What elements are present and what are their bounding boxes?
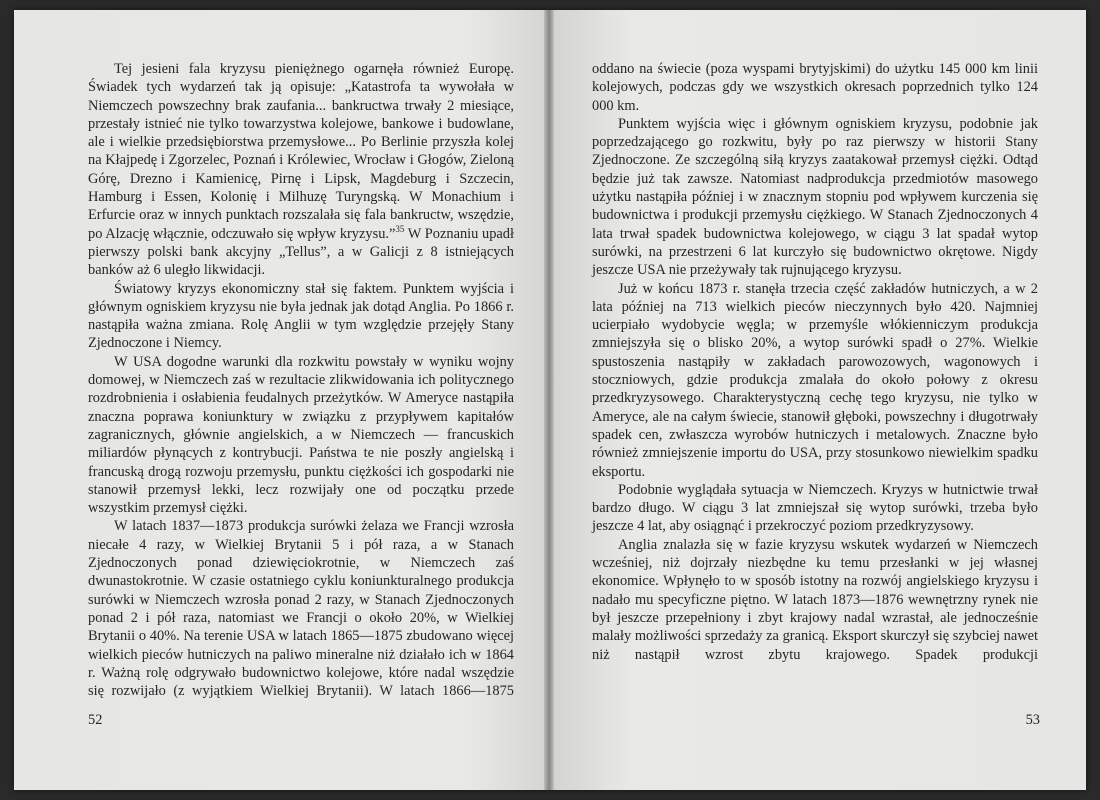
paragraph: W latach 1837—1873 produkcja surówki żelaza we Francji wzrosła niecałe 4 razy, w Wielkiej Brytanii 5 i pół raza, a w Stanach Zjednoczonych ponad dziewięciokrotnie, w Niemczech zaś dwunastokrotnie. W czasie ostatniego cyklu koniunkturalnego produkcja surówki w Niemczech wzrosła ponad 2 razy, w Stanach Zjednoczonych ponad 2 i pół raza, natomiast we Francji o około 20%, w Wielkiej Brytanii o 40%. Na terenie USA w latach 1865—1875 zbudowano więcej wielkich pieców hutniczych na paliwo mineralne niż działało ich w 1864 r. Ważną rolę odgrywało budownictwo kolejowe, które nadal wszędzie się rozwijało (z wyjątkiem Wielkiej Brytanii). W latach 1866—1875 [88,518,514,700]
page-number: 52 [88,712,103,728]
paragraph: Światowy kryzys ekonomiczny stał się faktem. Punktem wyjścia i głównym ogniskiem kryzysu nie była jednak jak dotąd Anglia. Po 1866 r. nastąpiła ważna zmiana. Rolę Anglii w tym względzie przejęły Stany Zjednoczone i Niemcy. [88,280,514,352]
paragraph: Anglia znalazła się w fazie kryzysu wskutek wydarzeń w Niemczech wcześniej, niż dojrzały niezbędne ku temu przesłanki w jej własnej ekonomice. Wpłynęło to w sposób istotny na rozwój angielskiego kryzysu i nadało mu specyficzne piętno. W latach 1873—1876 wewnętrzny rynek nie był jeszcze przepełniony i zbyt krajowy nadal wzrastał, ale jednocześnie malały możliwości sprzedaży za granicą. Eksport skurczył się szybciej nawet niż nastąpił wzrost zbytu krajowego. Spadek produkcji [592,536,1038,663]
paragraph-text: Tej jesieni fala kryzysu pieniężnego ogarnęła również Europę. Świadek tych wydarzeń tak ją opisuje: „Katastrofa ta wywołała w Niemczech powszechny brak zaufania... bankructwa trwały 2 miesiące, przestały istnieć nie tylko towarzystwa kolejowe, bankowe i budowlane, ale i wielkie przedsiębiorstwa przemysłowe... Po Berlinie przyszła kolej na Kłajpedę i Zgorzelec, Poznań i Królewiec, Wrocław i Głogów, Zieloną Górę, Drezno i Kamienicę, Pirnę i Lipsk, Magdeburg i Szczecin, Hamburg i Essen, Kolonię i Milhuzę Turyngską. W Monachium i Erfurcie oraz w innych punktach rozszalała się fala bankructw, wszędzie, po Alzację włącznie, odczuwało się wpływ kryzysu.” [88,61,514,242]
right-page-text [592,60,1038,664]
paragraph: W USA dogodne warunki dla rozkwitu powstały w wyniku wojny domowej, w Niemczech zaś w rezultacie zlikwidowania ich politycznego rozdrobnienia i osłabienia feudalnych przeżytków. W Ameryce nastąpiła znaczna poprawa koniunktury w związku z przypływem kapitałów zagranicznych, głównie angielskich, a w Niemczech — francuskich miliardów płynących z kontrybucji. Państwa te nie poszły angielską i francuską drogą rozwoju przemysłu, punktu ciężkości ich gospodarki nie stanowił przemysł lekki, lecz rozwijały one od początku przede wszystkim przemysł ciężki. [88,353,514,517]
left-page [14,10,544,790]
open-book [14,10,1086,790]
paragraph: Punktem wyjścia więc i głównym ogniskiem kryzysu, podobnie jak poprzedzającego go rozkwitu, były po raz pierwszy w historii Stany Zjednoczone. Ze szczególną siłą kryzys zaatakował przemysł ciężki. Odtąd będzie już tak zawsze. Natomiast nadprodukcja przedmiotów masowego użytku nastąpiła później i w znacznym stopniu pod wpływem kurczenia się budownictwa i produkcji przemysłu ciężkiego. W Stanach Zjednoczonych 4 lata trwał spadek budownictwa kolejowego, w ciągu 3 lat spadał wytop surówki, na przestrzeni 6 lat kurczyło się budownictwo okrętowe. Nigdy jeszcze USA nie przeżywały tak rujnującego kryzysu. [592,115,1038,279]
paragraph-text: W Poznaniu upadł pierwszy polski bank akcyjny „Tellus”, a w Galicji z 8 istniejących banków aż 6 uległo likwidacji. [88,225,514,279]
paragraph: oddano na świecie (poza wyspami brytyjskimi) do użytku 145 000 km linii kolejowych, podczas gdy we wszystkich okresach poprzednich tylko 124 000 km. [592,61,1038,114]
paragraph [88,60,514,280]
right-page [554,10,1086,790]
footnote-ref: 35 [395,223,405,234]
paragraph: Już w końcu 1873 r. stanęła trzecia część zakładów hutniczych, a w 2 lata później na 713 wielkich pieców nieczynnych było 420. Najmniej ucierpiało wydobycie węgla; w przemyśle włókienniczym produkcja zmniejszyła się o blisko 20%, a wytop surówki spadł o 27%. Wielkie spustoszenia nastąpiły w zakładach parowozowych, wagonowych i stoczniowych, gdzie produkcja zmalała do około połowy z okresu przedkryzysowego. Charakterystyczną cechę tego kryzysu, nie tylko w Ameryce, ale na całym świecie, stanowił głęboki, powszechny i długotrwały spadek cen, zwłaszcza wyrobów hutniczych i metalowych. Znaczne było również zmniejszenie importu do USA, przy stosunkowo niewielkim spadku eksportu. [592,280,1038,480]
left-page-text [88,60,514,700]
paragraph: Podobnie wyglądała sytuacja w Niemczech. Kryzys w hutnictwie trwał bardzo długo. W ciągu 3 lat zmniejszał się wytop surówki, trzeba było jeszcze 4 lat, aby osiągnąć i przekroczyć poziom przedkryzysowy. [592,481,1038,535]
book-gutter [544,10,554,790]
page-number: 53 [1025,712,1040,728]
